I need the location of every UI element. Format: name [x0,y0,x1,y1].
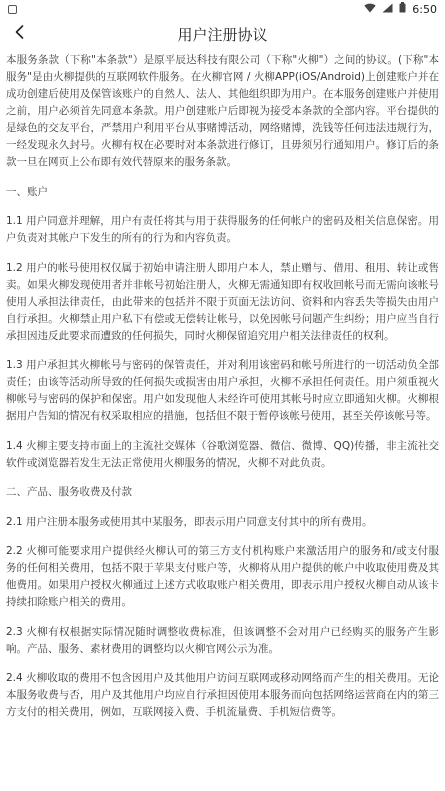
page-title: 用户注册协议 [177,25,268,44]
clause-2-2: 2.2 火柳可能要求用户提供经火柳认可的第三方支付机构账户来激活用户的服务和/或支付服务的任何相关费用，包括不限于苹果支付账户等，火柳将从用户提供的帐户中收取使用费及其他费用。如果用户授权火柳通过上述方式收取账户相关费用，即表示用户授权火柳自动从该卡持续扣除账户相关的费用。 [6,545,439,608]
chevron-left-icon [13,24,27,44]
clause-2-4: 2.4 火柳收取的费用不包含因用户及其他用户访问互联网或移动网络而产生的相关费用。无论本服务收费与否，用户及其他用户均应自行承担因使用本服务而向包括网络运营商在内的第三方支付的相关费用，例如，互联网接入费、手机流量费、手机短信费等。 [6,672,439,718]
clause-2-1: 2.1 用户注册本服务或使用其中某服务，即表示用户同意支付其中的所有费用。 [6,515,373,528]
clause-1-4: 1.4 火柳主要支持市面上的主流社交媒体（谷歌浏览器、微信、微博、QQ)传播，非主流社交软件或浏览器若发生无法正常使用火柳服务的情况，火柳不对此负责。 [6,439,439,469]
signal-icon [382,3,393,16]
clause-1-2: 1.2 用户的帐号使用权仅属于初始申请注册人即用户本人，禁止赠与、借用、租用、转让或售卖。如果火柳发现使用者并非帐号初始注册人，火柳无需通知即有权收回帐号而无需向该帐号使用人承担法律责任，由此带来的包括并不限于页面无法访问、资料和内容丢失等损失由用户自行承担。火柳禁止用户私下有偿或无偿转让帐号，以免因帐号问题产生纠纷；用户应当自行承担因违反此要求而遭致的任何损失，同时火柳保留追究用户相关法律责任的权利。 [6,261,439,342]
app-header [0,18,445,50]
wifi-icon [364,3,376,16]
clause-1-3: 1.3 用户承担其火柳帐号与密码的保管责任，并对利用该密码和帐号所进行的一切活动负全部责任；由该等活动所导致的任何损失或损害由用户承担，火柳不承担任何责任。用户须重视火柳帐号与密码的保护和保密。用户如发现他人未经许可使用其帐号时应立即通知火柳。火柳根据用户告知的情况有权采取相应的措施，包括但不限于暂停该帐号使用，甚至关停该帐号等。 [6,359,439,422]
intro-paragraph: 本服务条款（下称"本条款"）是原平辰达科技有限公司（下称"火柳"）之间的协议。(下称"本服务"是由火柳提供的互联网软件服务。在火柳官网 / 火柳APP(iOS/Android)上创建账户并在成功创建后使用及保管该账户的自然人、法人、其他组织即为用户。在本服务创建账户并使用之前，用户必须首先同意本条款。用户创建账户后即视为接受本条款的全部内容。平台提供的是绿色的交友平台，严禁用户利用平台从事赌博活动，网络赌博，洗钱等任何违法违规行为，一经发现永久封号。火柳有权在必要时对本条款进行修订，且毋须另行通知用户。修订后的条款一旦在网页上公布即有效代替原来的服务条款。 [6,54,439,168]
clause-2-3: 2.3 火柳有权根据实际情况随时调整收费标准，但该调整不会对用户已经购买的服务产生影响。产品、服务、素材费用的调整均以火柳官网公示为准。 [6,625,439,655]
battery-icon [399,2,406,16]
agreement-content[interactable] [0,52,445,791]
section-title-fees: 二、产品、服务收费及付款 [6,486,132,498]
back-button[interactable] [6,18,34,50]
status-time: 6:50 [412,2,437,16]
clause-1-1: 1.1 用户同意并理解，用户有责任将其与用于获得服务的任何帐户的密码及相关信息保密。用户负责对其帐户下发生的所有的行为和内容负责。 [6,215,439,244]
status-bar [0,0,445,18]
section-title-account: 一、账户 [6,185,48,198]
notification-icon [8,5,17,14]
